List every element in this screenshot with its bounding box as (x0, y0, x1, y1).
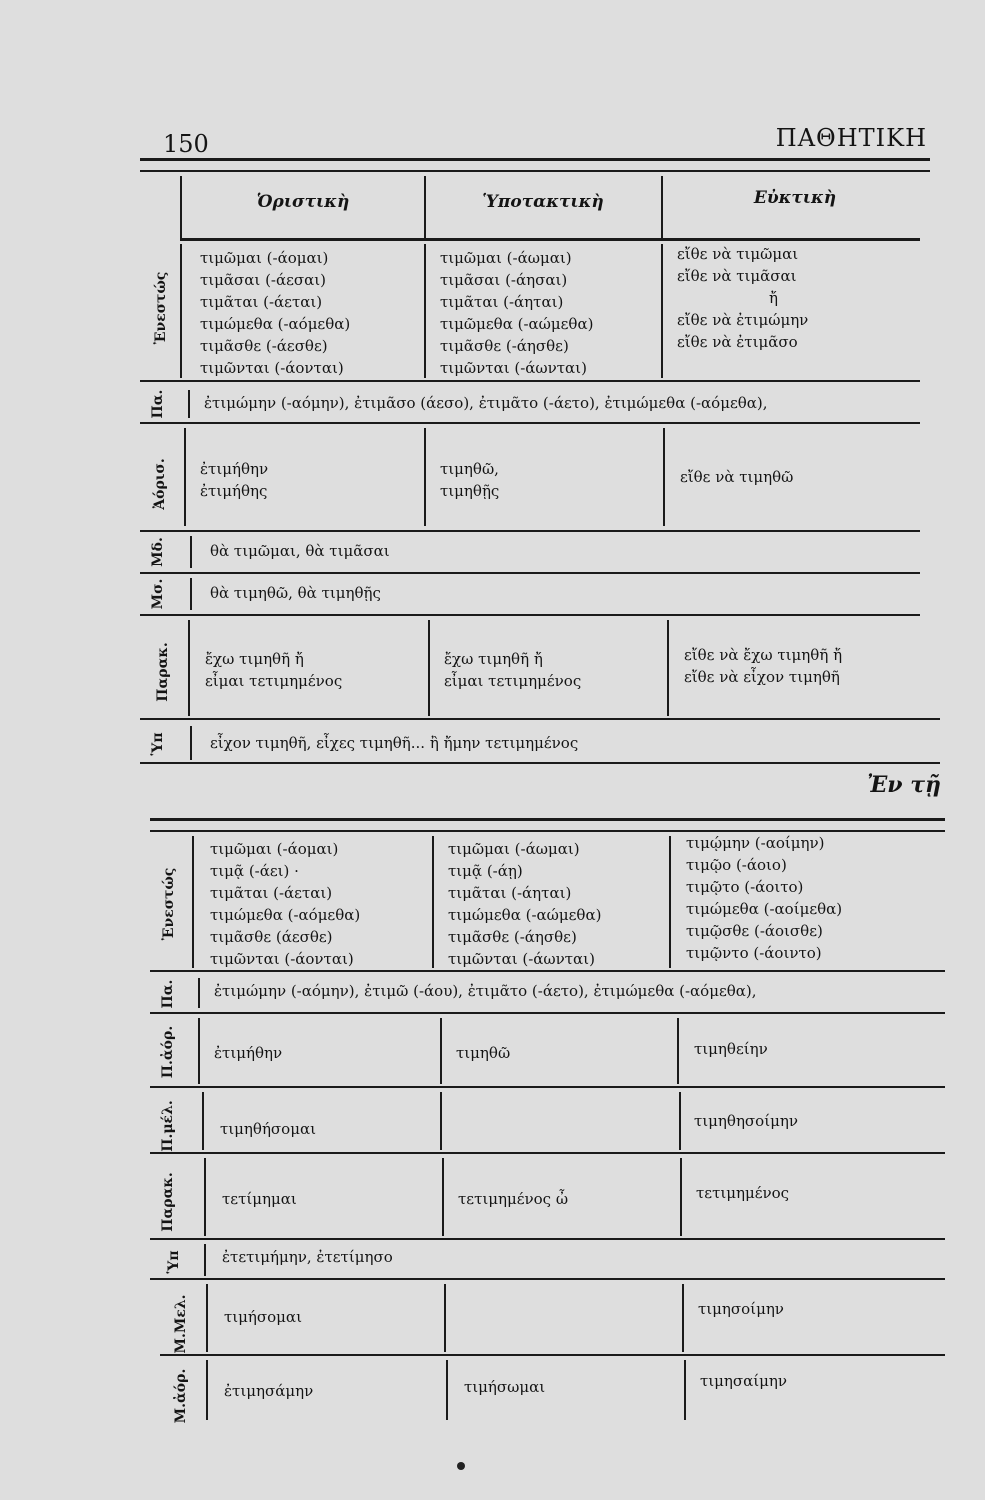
col-divider (661, 244, 663, 378)
t2-paratatikos-text: ἐτιμώμην (-αόμην), ἐτιμῶ (-άου), ἐτιμᾶτο (-άετο), ἐτιμώμεθα (-αόμεθα), (214, 982, 757, 1000)
col-divider (663, 428, 665, 526)
col-divider (424, 244, 426, 378)
row-rule (140, 762, 940, 764)
ink-dot (457, 1462, 465, 1470)
col-divider (424, 428, 426, 526)
row-label-enestos: Ἐνεστώς (153, 271, 169, 345)
t1-border-left (180, 176, 182, 238)
row-label-ypersyntelikos: Ὑπ (166, 1250, 182, 1274)
t1-aorist-oristiki: ἐτιμήθην ἐτιμήθης (200, 460, 269, 500)
col-divider (432, 836, 434, 968)
t2-maor-euktiki: τιμησαίμην (700, 1372, 788, 1390)
col-divider (684, 1360, 686, 1420)
t1-aorist-euktiki: εἴθε νὰ τιμηθῶ (680, 468, 794, 486)
t1-enestos-euktiki: εἴθε νὰ τιμῶμαι εἴθε νὰ τιμᾶσαι ἤ εἴθε νὰ ἐτιμώμην εἴθε νὰ ἐτιμᾶσο (677, 245, 809, 351)
row-label-ypersyntelikos: Ὑπ (150, 732, 166, 756)
row-rule (150, 1278, 945, 1280)
t2-mmel-oristiki: τιμήσομαι (224, 1308, 302, 1326)
row-divider (198, 1018, 200, 1084)
t1-parakeimenos-euktiki: εἴθε νὰ ἔχω τιμηθῆ ἤ εἴθε νὰ εἶχον τιμηθῆ (684, 646, 843, 686)
t1-aorist-ypotaktiki: τιμηθῶ, τιμηθῇς (440, 460, 500, 500)
t1-col-divider (424, 176, 426, 238)
row-label-enestos: Ἐνεστώς (161, 867, 177, 941)
row-rule (150, 1152, 945, 1154)
row-label-mellon-d: Μδ. (150, 537, 166, 567)
t2-paor-oristiki: ἐτιμήθην (214, 1044, 283, 1062)
t2-paor-ypotaktiki: τιμηθῶ (456, 1044, 511, 1062)
row-label-mellon-s: Μσ. (150, 578, 166, 610)
t1-enestos-oristiki: τιμῶμαι (-άομαι) τιμᾶσαι (-άεσαι) τιμᾶται (-άεται) τιμώμεθα (-αόμεθα) τιμᾶσθε (-άεσθε) τιμῶνται (-άονται) (200, 249, 351, 377)
row-rule (140, 572, 920, 574)
section-heading: Ἐν τῇ (867, 772, 941, 798)
col-divider (440, 1018, 442, 1084)
t2-mmel-euktiki: τιμησοίμην (698, 1300, 784, 1318)
page-number: 150 (163, 130, 209, 158)
col-divider (667, 620, 669, 716)
col-divider (440, 1092, 442, 1150)
row-label-p-aoristos: Π.ἀόρ. (160, 1025, 176, 1079)
row-rule (150, 1086, 945, 1088)
t2-enestos-ypotaktiki: τιμῶμαι (-άωμαι) τιμᾷ (-άῃ) τιμᾶται (-άηται) τιμώμεθα (-αώμεθα) τιμᾶσθε (-άησθε) τιμῶνται (-άωνται) (448, 840, 602, 968)
row-divider (188, 620, 190, 716)
row-divider (180, 244, 182, 378)
t2-pmell-euktiki: τιμηθησοίμην (694, 1112, 798, 1130)
col-divider (682, 1284, 684, 1352)
row-label-paratatikos: Πα. (160, 979, 176, 1009)
t2-parak-ypotaktiki: τετιμημένος ὦ (458, 1190, 569, 1208)
row-divider (198, 978, 200, 1008)
row-rule (150, 1238, 945, 1240)
row-label-m-aoristos: Μ.ἀόρ. (173, 1368, 189, 1424)
row-divider (204, 1158, 206, 1236)
row-rule (140, 530, 920, 532)
t1-mellon-s-text: θὰ τιμηθῶ, θὰ τιμηθῇς (210, 584, 381, 602)
row-divider (206, 1284, 208, 1352)
row-rule (140, 422, 920, 424)
t1-col-divider (661, 176, 663, 238)
top-rule (140, 158, 930, 161)
row-rule (150, 970, 945, 972)
col-divider (428, 620, 430, 716)
col-divider (680, 1158, 682, 1236)
t2-pmell-oristiki: τιμηθήσομαι (220, 1120, 316, 1138)
row-divider (190, 578, 192, 610)
header-rule (180, 238, 920, 241)
col-header-oristiki: Ὁριστικὴ (256, 192, 350, 212)
t2-maor-oristiki: ἐτιμησάμην (224, 1382, 314, 1400)
col-divider (679, 1092, 681, 1150)
row-label-m-mellon: Μ.Μελ. (173, 1294, 189, 1354)
t2-top-rule (150, 818, 945, 821)
t2-paor-euktiki: τιμηθείην (694, 1040, 768, 1058)
row-label-aoristos: Ἀόρισ. (152, 458, 168, 510)
t1-paratatikos-text: ἐτιμώμην (-αόμην), ἐτιμᾶσο (άεσο), ἐτιμᾶτο (-άετο), ἐτιμώμεθα (-αόμεθα), (204, 394, 768, 412)
col-divider (444, 1284, 446, 1352)
t2-enestos-oristiki: τιμῶμαι (-άομαι) τιμᾷ (-άει) · τιμᾶται (-άεται) τιμώμεθα (-αόμεθα) τιμᾶσθε (άεσθε) τιμῶνται (-άονται) (210, 840, 361, 968)
col-divider (446, 1360, 448, 1420)
row-rule (140, 718, 940, 720)
row-divider (204, 1244, 206, 1276)
row-divider (188, 390, 190, 418)
running-head: ΠΑΘΗΤΙΚΗ (775, 124, 927, 152)
row-label-p-mellon: Π.μέλ. (160, 1100, 176, 1152)
row-rule (140, 380, 920, 382)
row-rule (140, 614, 920, 616)
t1-parakeimenos-ypotaktiki: ἔχω τιμηθῆ ἤ εἶμαι τετιμημένος (444, 650, 582, 690)
col-header-ypotaktiki: Ὑποτακτικὴ (482, 192, 604, 212)
t1-mellon-d-text: θὰ τιμῶμαι, θὰ τιμᾶσαι (210, 542, 390, 560)
row-divider (206, 1360, 208, 1420)
col-header-euktiki: Εὐκτικὴ (753, 188, 837, 208)
t1-ypersyntelikos-text: εἶχον τιμηθῆ, εἶχες τιμηθῆ... ἢ ἤμην τετιμημένος (210, 734, 579, 752)
row-divider (184, 428, 186, 526)
t1-parakeimenos-oristiki: ἔχω τιμηθῆ ἤ εἶμαι τετιμημένος (205, 650, 343, 690)
row-rule (160, 1354, 945, 1356)
t2-enestos-euktiki: τιμῴμην (-αοίμην) τιμῷο (-άοιο) τιμῷτο (-άοιτο) τιμώμεθα (-αοίμεθα) τιμῷσθε (-άοισθε) τιμῷντο (-άοιντο) (686, 834, 843, 962)
t2-parak-oristiki: τετίμημαι (222, 1190, 297, 1208)
row-divider (202, 1092, 204, 1150)
row-rule (150, 1012, 945, 1014)
row-divider (190, 536, 192, 568)
row-label-paratatikos: Πα. (150, 389, 166, 419)
col-divider (669, 836, 671, 968)
t2-parak-euktiki: τετιμημένος (696, 1184, 790, 1202)
t1-enestos-ypotaktiki: τιμῶμαι (-άωμαι) τιμᾶσαι (-άησαι) τιμᾶται (-άηται) τιμῶμεθα (-αώμεθα) τιμᾶσθε (-άησθε) τιμῶνται (-άωνται) (440, 249, 594, 377)
row-label-parakeimenos: Παρακ. (155, 642, 171, 702)
t2-maor-ypotaktiki: τιμήσωμαι (464, 1378, 546, 1396)
row-label-parakeimenos: Παρακ. (160, 1172, 176, 1232)
row-divider (192, 836, 194, 968)
row-divider (190, 726, 192, 760)
top-rule-2 (140, 170, 930, 172)
col-divider (442, 1158, 444, 1236)
col-divider (677, 1018, 679, 1084)
t2-ypersyntelikos-text: ἐτετιμήμην, ἐτετίμησο (222, 1248, 393, 1266)
